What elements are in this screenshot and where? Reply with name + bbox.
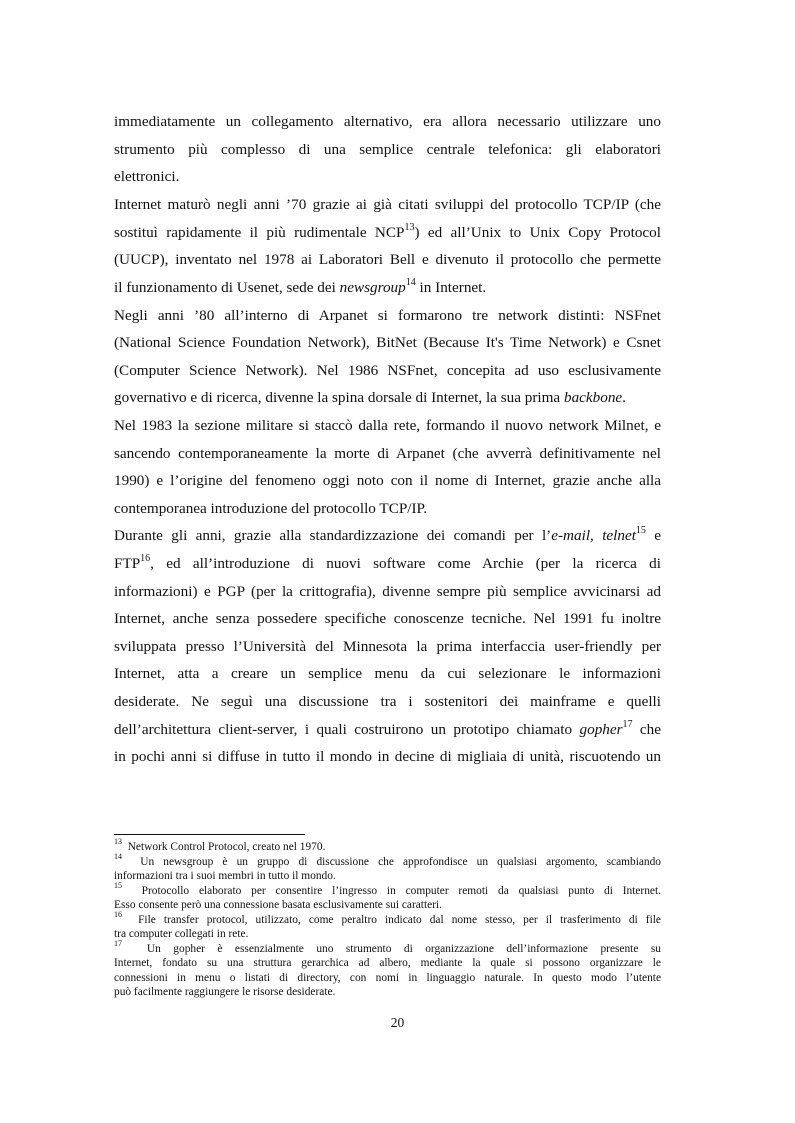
body-line: in pochi anni si diffuse in tutto il mondo in decine di migliaia di unità, riscuotendo un: [114, 748, 661, 765]
footnote-ref: 16: [140, 552, 151, 564]
footnote: $^{17}$ Un gopher è essenzialmente uno strumento di organizzazione dell’informazione presente su: [114, 939, 661, 955]
body-line: dell’architettura client-server, i quali costruirono un prototipo chiamato gopher$^{17}$ che: [114, 718, 661, 738]
footnote-ref: 17: [622, 718, 633, 730]
body-line: strumento più complesso di una semplice centrale telefonica: gli elaboratori: [114, 141, 661, 158]
body-line: elettronici.: [114, 168, 180, 185]
footnote: Esso consente però una connessione basata esclusivamente sui caratteri.: [114, 899, 442, 911]
footnote: tra computer collegati in rete.: [114, 928, 249, 940]
footnote: $^{15}$ Protocollo elaborato per consentire l’ingresso in computer remoti da qualsiasi punto di Internet.: [114, 881, 661, 897]
footnote: può facilmente raggiungere le risorse desiderate.: [114, 986, 336, 998]
footnote-ref: 13: [404, 221, 415, 233]
body-line: Internet, anche senza possedere specifiche conoscenze tecniche. Nel 1991 fu inoltre: [114, 610, 661, 627]
body-line: il funzionamento di Usenet, sede dei newsgroup$^{14}$ in Internet.: [114, 276, 487, 296]
body-line: Internet maturò negli anni ’70 grazie ai già citati sviluppi del protocollo TCP/IP (che: [114, 196, 661, 213]
page-number: 20: [390, 1015, 405, 1030]
body-line: Nel 1983 la sezione militare si staccò dalla rete, formando il nuovo network Milnet, e: [114, 417, 661, 434]
body-line: (Computer Science Network). Nel 1986 NSFnet, concepita ad uso esclusivamente: [114, 362, 661, 379]
footnote: $^{14}$ Un newsgroup è un gruppo di discussione che approfondisce un qualsiasi argomento, scambiando: [114, 852, 662, 868]
body-line: FTP$^{16}$, ed all’introduzione di nuovi software come Archie (per la ricerca di: [114, 552, 661, 572]
body-line: Negli anni ’80 all’interno di Arpanet si formarono tre network distinti: NSFnet: [114, 307, 661, 324]
footnote: Internet, fondato su una struttura gerarchica ad albero, mediante la quale si possono organizzare le: [114, 957, 661, 969]
footnote-ref: 15: [635, 524, 646, 536]
body-line: desiderate. Ne seguì una discussione tra i sostenitori dei mainframe e quelli: [114, 693, 661, 710]
footnote: $^{16}$ File transfer protocol, utilizzato, come peraltro indicato dal nome stesso, per il trasferimento di file: [114, 910, 661, 926]
body-line: governativo e di ricerca, divenne la spina dorsale di Internet, la sua prima backbone.: [114, 389, 626, 406]
footnote: connessioni in menu o listati di directory, con nomi in linguaggio naturale. In questo modo l’utente: [114, 972, 661, 984]
footnote-separator: [114, 834, 305, 835]
body-line: sancendo contemporaneamente la morte di Arpanet (che avverrà definitivamente nel: [114, 445, 661, 462]
body-line: contemporanea introduzione del protocollo TCP/IP.: [114, 500, 428, 517]
footnote-ref: 14: [405, 276, 416, 288]
body-line: Durante gli anni, grazie alla standardizzazione dei comandi per l’e-mail, telnet$^{15}$ e: [114, 524, 661, 544]
body-line: informazioni) e PGP (per la crittografia), divenne sempre più semplice avvicinarsi ad: [114, 583, 661, 600]
body-line: sviluppata presso l’Università del Minnesota la prima interfaccia user-friendly per: [114, 638, 661, 655]
body-line: (UUCP), inventato nel 1978 ai Laboratori Bell e divenuto il protocollo che permette: [114, 251, 661, 268]
body-line: sostituì rapidamente il più rudimentale NCP$^{13}$) ed all’Unix to Unix Copy Protocol: [114, 221, 661, 241]
footnote: informazioni tra i suoi membri in tutto il mondo.: [114, 870, 336, 882]
body-line: immediatamente un collegamento alternativo, era allora necessario utilizzare uno: [114, 113, 661, 130]
body-line: 1990) e l’origine del fenomeno oggi noto con il nome di Internet, grazie anche alla: [114, 472, 661, 489]
footnote: $^{13}$ Network Control Protocol, creato nel 1970.: [114, 837, 326, 853]
body-line: Internet, atta a creare un semplice menu da cui selezionare le informazioni: [114, 665, 661, 682]
body-line: (National Science Foundation Network), BitNet (Because It's Time Network) e Csnet: [114, 334, 661, 351]
